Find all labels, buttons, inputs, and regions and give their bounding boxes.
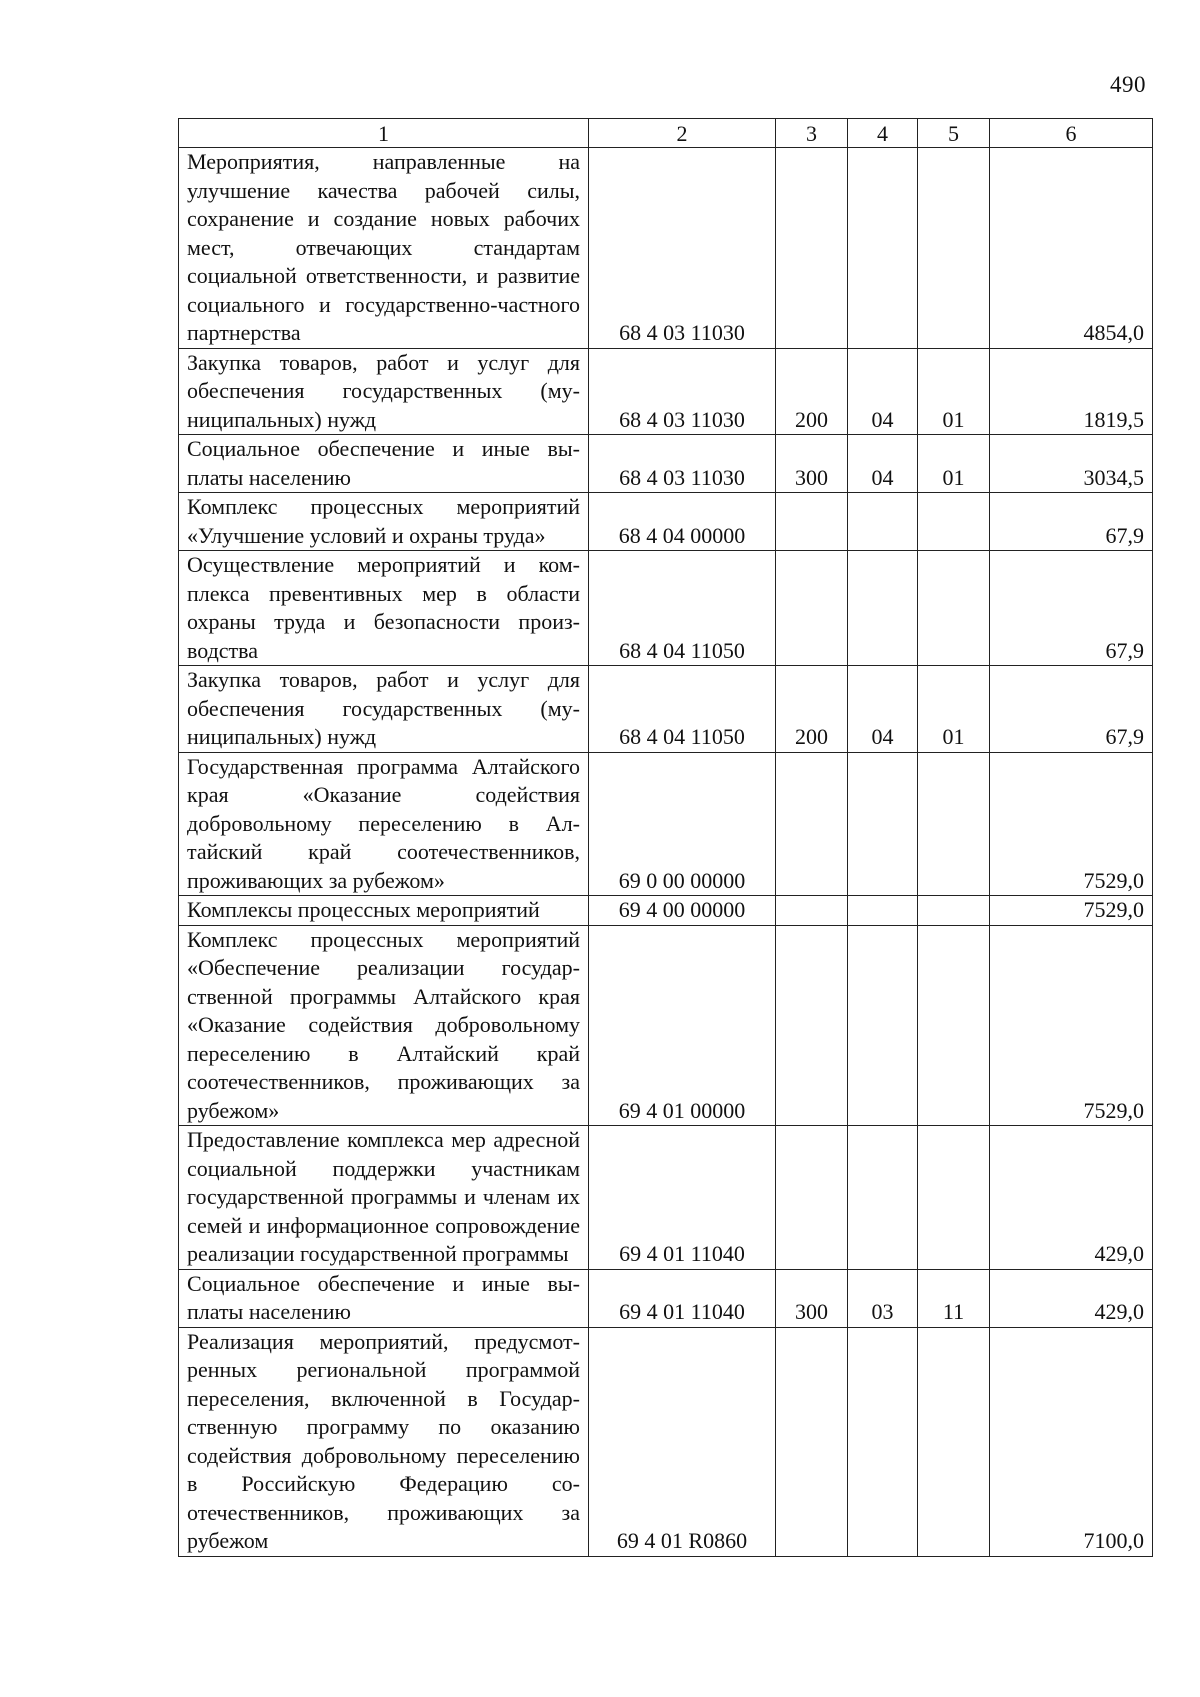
column-header: 4 [848, 119, 918, 148]
row-column-4: 04 [848, 435, 918, 493]
row-column-4 [848, 1327, 918, 1556]
row-column-5 [918, 752, 990, 896]
row-code: 69 4 01 11040 [589, 1126, 776, 1270]
row-column-5: 01 [918, 435, 990, 493]
row-code: 68 4 04 00000 [589, 493, 776, 551]
row-name: Закупка товаров, работ и услуг для обеспечения государственных (муниципальных) нужд [179, 348, 589, 435]
row-amount: 67,9 [990, 493, 1153, 551]
row-code: 69 4 01 11040 [589, 1269, 776, 1327]
row-column-3 [776, 925, 848, 1126]
row-amount: 429,0 [990, 1126, 1153, 1270]
table-body [179, 148, 1153, 1557]
table-row [179, 348, 1153, 435]
row-code: 68 4 03 11030 [589, 435, 776, 493]
row-column-3: 300 [776, 435, 848, 493]
row-column-3 [776, 896, 848, 926]
row-name: Комплекс процессных мероприятий «Обеспечение реализации государственной программы Алтайского края «Оказание содействия добровольному переселению в Алтайский край соотечественников, проживающих за рубежом» [179, 925, 589, 1126]
row-column-5: 01 [918, 666, 990, 753]
row-name: Закупка товаров, работ и услуг для обеспечения государственных (муниципальных) нужд [179, 666, 589, 753]
page-number: 490 [1110, 72, 1146, 97]
row-column-4 [848, 148, 918, 349]
row-amount: 429,0 [990, 1269, 1153, 1327]
row-name: Реализация мероприятий, предусмотренных региональной программой переселения, включенной в Государственную программу по оказанию содействия добровольному переселению в Российскую Федерацию соотечественников, проживающих за рубежом [179, 1327, 589, 1556]
row-column-5 [918, 1126, 990, 1270]
table-row [179, 1269, 1153, 1327]
row-name: Комплексы процессных мероприятий [179, 896, 589, 926]
row-column-3 [776, 752, 848, 896]
row-column-4 [848, 1126, 918, 1270]
row-amount: 7529,0 [990, 896, 1153, 926]
row-column-3: 200 [776, 666, 848, 753]
table-row [179, 752, 1153, 896]
row-name: Социальное обеспечение и иные выплаты населению [179, 435, 589, 493]
column-header: 1 [179, 119, 589, 148]
row-column-3 [776, 551, 848, 666]
row-column-4 [848, 896, 918, 926]
row-column-4: 04 [848, 348, 918, 435]
row-column-4 [848, 925, 918, 1126]
row-code: 68 4 04 11050 [589, 551, 776, 666]
row-amount: 1819,5 [990, 348, 1153, 435]
row-amount: 7100,0 [990, 1327, 1153, 1556]
row-name: Социальное обеспечение и иные выплаты населению [179, 1269, 589, 1327]
row-name: Государственная программа Алтайского края «Оказание содействия добровольному переселению в Алтайский край соотечественников, проживающих за рубежом» [179, 752, 589, 896]
row-code: 68 4 04 11050 [589, 666, 776, 753]
budget-table [178, 118, 1153, 1557]
column-header: 2 [589, 119, 776, 148]
table-row [179, 666, 1153, 753]
row-column-4 [848, 493, 918, 551]
table-row [179, 435, 1153, 493]
row-amount: 67,9 [990, 551, 1153, 666]
row-code: 69 4 00 00000 [589, 896, 776, 926]
row-name: Мероприятия, направленные на улучшение качества рабочей силы, сохранение и создание новых рабочих мест, отвечающих стандартам социальной ответственности, и развитие социального и государственно-частного партнерства [179, 148, 589, 349]
row-name: Осуществление мероприятий и комплекса превентивных мер в области охраны труда и безопасности производства [179, 551, 589, 666]
row-code: 69 4 01 R0860 [589, 1327, 776, 1556]
column-header: 6 [990, 119, 1153, 148]
row-column-5 [918, 148, 990, 349]
row-column-5 [918, 1327, 990, 1556]
row-column-4: 03 [848, 1269, 918, 1327]
row-amount: 4854,0 [990, 148, 1153, 349]
row-column-3 [776, 1126, 848, 1270]
table-row [179, 896, 1153, 926]
row-code: 69 0 00 00000 [589, 752, 776, 896]
row-column-3 [776, 493, 848, 551]
row-column-4: 04 [848, 666, 918, 753]
row-column-5 [918, 925, 990, 1126]
row-column-3: 300 [776, 1269, 848, 1327]
row-column-4 [848, 752, 918, 896]
row-code: 68 4 03 11030 [589, 148, 776, 349]
row-amount: 7529,0 [990, 925, 1153, 1126]
table-header [179, 119, 1153, 148]
header-row [179, 119, 1153, 148]
row-column-3 [776, 1327, 848, 1556]
row-column-3: 200 [776, 348, 848, 435]
table-row [179, 1126, 1153, 1270]
column-header: 5 [918, 119, 990, 148]
row-name: Комплекс процессных мероприятий «Улучшение условий и охраны труда» [179, 493, 589, 551]
row-amount: 3034,5 [990, 435, 1153, 493]
row-code: 69 4 01 00000 [589, 925, 776, 1126]
row-column-5: 11 [918, 1269, 990, 1327]
row-column-5 [918, 896, 990, 926]
table-row [179, 148, 1153, 349]
table-row [179, 493, 1153, 551]
row-column-5 [918, 551, 990, 666]
table-row [179, 551, 1153, 666]
row-column-5 [918, 493, 990, 551]
row-column-3 [776, 148, 848, 349]
row-column-4 [848, 551, 918, 666]
column-header: 3 [776, 119, 848, 148]
table-row [179, 925, 1153, 1126]
row-code: 68 4 03 11030 [589, 348, 776, 435]
row-amount: 7529,0 [990, 752, 1153, 896]
table-row [179, 1327, 1153, 1556]
row-name: Предоставление комплекса мер адресной социальной поддержки участникам государственной программы и членам их семей и информационное сопровождение реализации государственной программы [179, 1126, 589, 1270]
row-column-5: 01 [918, 348, 990, 435]
row-amount: 67,9 [990, 666, 1153, 753]
